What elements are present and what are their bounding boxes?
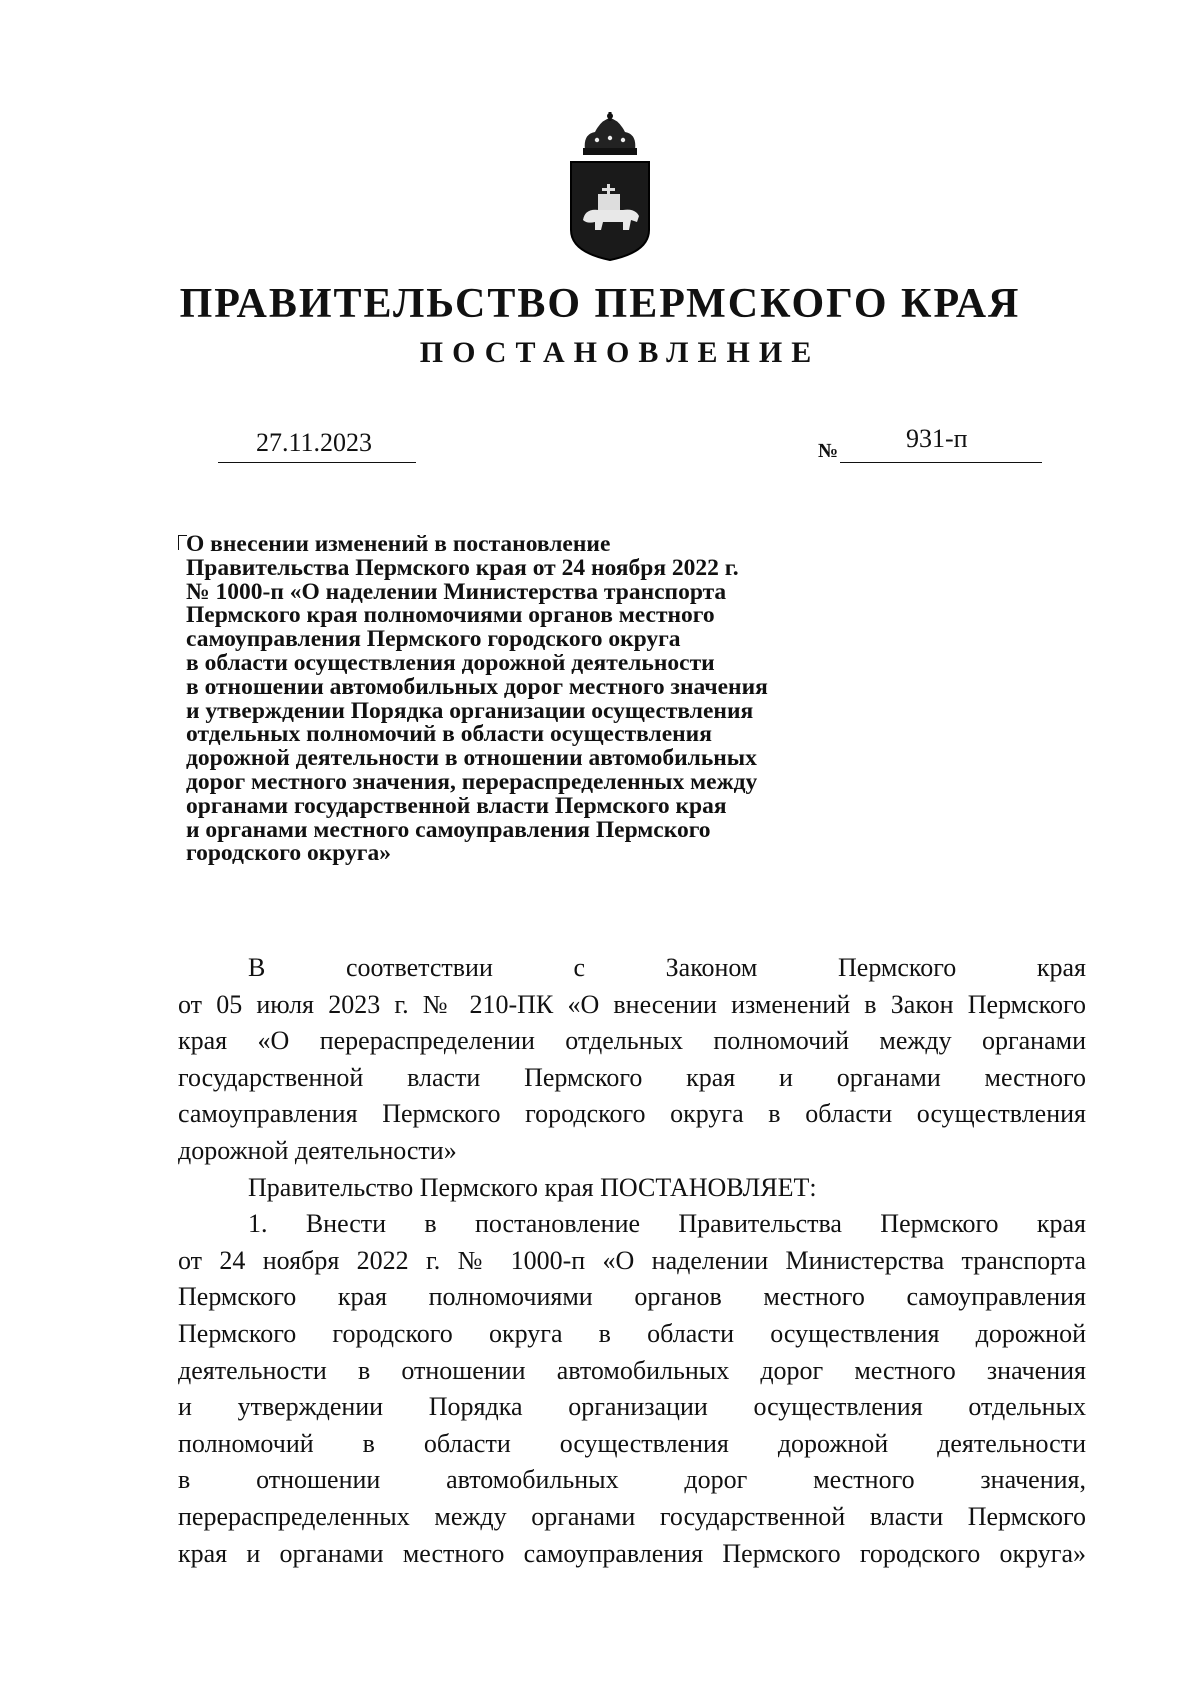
preamble-line: дорожной деятельности» (178, 1135, 457, 1165)
item1-line: полномочий в области осуществления дорожной деятельности (178, 1428, 1086, 1458)
preamble-first-line (178, 950, 1086, 987)
subject-line: органами государственной власти Пермского края (186, 792, 727, 819)
subject-line: № 1000-п «О наделении Министерства транспорта (186, 578, 727, 605)
subject-line: дорожной деятельности в отношении автомобильных (186, 745, 757, 772)
item1-line: в отношении автомобильных дорог местного значения, (178, 1465, 1086, 1495)
document-body (178, 950, 1086, 1572)
word: В (248, 953, 266, 982)
word: Законом (665, 953, 758, 982)
word: Пермского (838, 953, 957, 982)
item1-line: и утверждении Порядка организации осуществления отдельных (178, 1392, 1086, 1422)
subject-line: городского округа» (186, 840, 391, 867)
subject-line: в отношении автомобильных дорог местного значения (186, 673, 768, 700)
subject-line: самоуправления Пермского городского округа (186, 626, 681, 653)
preamble-line: государственной власти Пермского края и органами местного (178, 1062, 1086, 1092)
item1-line: Пермского городского округа в области осуществления дорожной (178, 1318, 1086, 1348)
subject-line: отдельных полномочий в области осуществления (186, 721, 712, 748)
number-sign: № (818, 440, 839, 462)
number-field (840, 424, 1042, 463)
subject-line: и органами местного самоуправления Пермского (186, 816, 711, 843)
document-date: 27.11.2023 (256, 428, 373, 457)
preamble-line: от 05 июля 2023 г. № 210-ПК «О внесении изменений в Закон Пермского (178, 989, 1086, 1019)
subject-line: в области осуществления дорожной деятельности (186, 649, 715, 676)
preamble-line: края «О перераспределении отдельных полномочий между органами (178, 1026, 1086, 1056)
subject-line: и утверждении Порядка организации осуществления (186, 697, 754, 724)
word: с (573, 953, 586, 982)
coat-of-arms-icon (565, 112, 655, 262)
subject-line: Правительства Пермского края от 24 ноября 2022 г. (186, 554, 739, 581)
preamble-line: самоуправления Пермского городского округа в области осуществления (178, 1099, 1086, 1129)
subject-line: дорог местного значения, перераспределенных между (186, 768, 758, 795)
organization-title: ПРАВИТЕЛЬСТВО ПЕРМСКОГО КРАЯ (179, 281, 1021, 327)
item1-line: перераспределенных между органами государственной власти Пермского (178, 1501, 1086, 1531)
item1-line: Пермского края полномочиями органов местного самоуправления (178, 1282, 1086, 1312)
item1-line: 1. Внести в постановление Правительства Пермского края (248, 1209, 1086, 1239)
word: соответствии (345, 953, 493, 982)
item1-line: от 24 ноября 2022 г. № 1000-п «О наделении Министерства транспорта (178, 1245, 1086, 1275)
document-subject (186, 533, 906, 866)
item1-line: деятельности в отношении автомобильных дорог местного значения (178, 1355, 1086, 1385)
word: края (1036, 953, 1086, 982)
subject-line: О внесении изменений в постановление (186, 531, 611, 557)
subject-line: Пермского края полномочиями органов местного (186, 602, 715, 629)
document-type: ПОСТАНОВЛЕНИЕ (419, 336, 821, 369)
resolution-statement: Правительство Пермского края ПОСТАНОВЛЯЕТ: (248, 1172, 817, 1202)
document-number: 931-п (906, 424, 968, 453)
date-field (218, 426, 416, 463)
item1-line: края и органами местного самоуправления Пермского городского округа» (178, 1538, 1086, 1568)
